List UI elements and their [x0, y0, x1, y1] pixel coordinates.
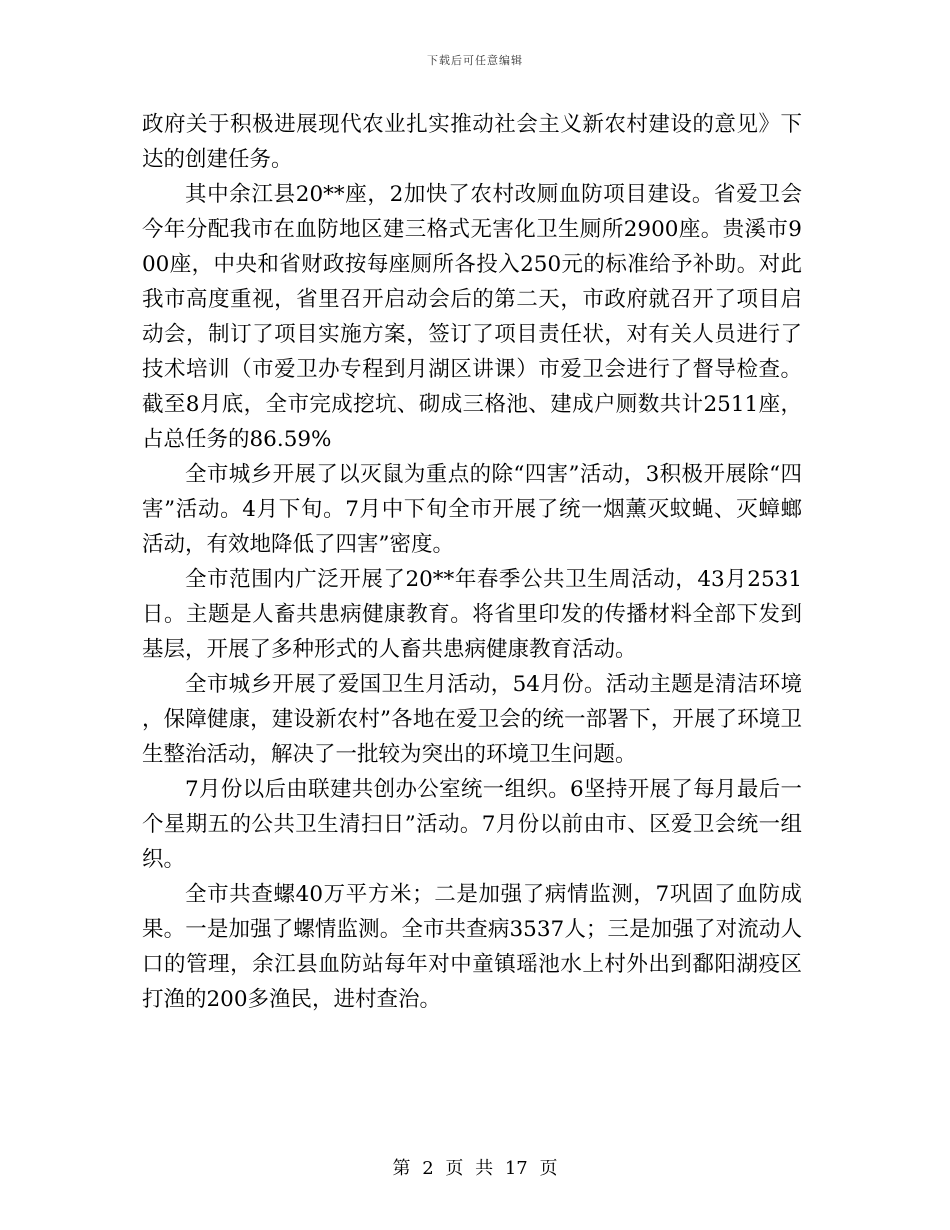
- header-note: 下载后可任意编辑: [427, 54, 523, 67]
- paragraph-3: 全市城乡开展了以灭鼠为重点的除“四害”活动，3积极开展除“四害”活动。4月下旬。7月中下旬全市开展了统一烟薰灭蚊蝇、灭蟑螂活动，有效地降低了四害”密度。: [142, 462, 802, 557]
- page-number: 第 2 页 共 17 页: [392, 1158, 558, 1179]
- paragraph-2: 其中余江县20**座，2加快了农村改厕血防项目建设。省爱卫会今年分配我市在血防地区建三格式无害化卫生厕所2900座。贵溪市900座，中央和省财政按每座厕所各投入250元的标准给予补助。对此我市高度重视，省里召开启动会后的第二天，市政府就召开了项目启动会，制订了项目实施方案，签订了项目责任状，对有关人员进行了技术培训（市爱卫办专程到月湖区讲课）市爱卫会进行了督导检查。截至8月底，全市完成挖坑、砌成三格池、建成户厕数共计2511座，占总任务的86.59%: [142, 182, 802, 452]
- paragraph-4: 全市范围内广泛开展了20**年春季公共卫生周活动，43月2531日。主题是人畜共患病健康教育。将省里印发的传播材料全部下发到基层，开展了多种形式的人畜共患病健康教育活动。: [142, 567, 802, 662]
- paragraph-6: 7月份以后由联建共创办公室统一组织。6坚持开展了每月最后一个星期五的公共卫生清扫日”活动。7月份以前由市、区爱卫会统一组织。: [142, 777, 802, 872]
- document-body: [142, 107, 802, 1017]
- paragraph-7: 全市共查螺40万平方米；二是加强了病情监测，7巩固了血防成果。一是加强了螺情监测。全市共查病3537人；三是加强了对流动人口的管理，余江县血防站每年对中童镇瑶池水上村外出到鄱阳湖疫区打渔的200多渔民，进村查治。: [142, 882, 802, 1012]
- paragraph-1: 政府关于积极进展现代农业扎实推动社会主义新农村建设的意见》下达的创建任务。: [142, 112, 802, 172]
- paragraph-5: 全市城乡开展了爱国卫生月活动，54月份。活动主题是清洁环境，保障健康，建设新农村”各地在爱卫会的统一部署下，开展了环境卫生整治活动，解决了一批较为突出的环境卫生问题。: [142, 672, 802, 767]
